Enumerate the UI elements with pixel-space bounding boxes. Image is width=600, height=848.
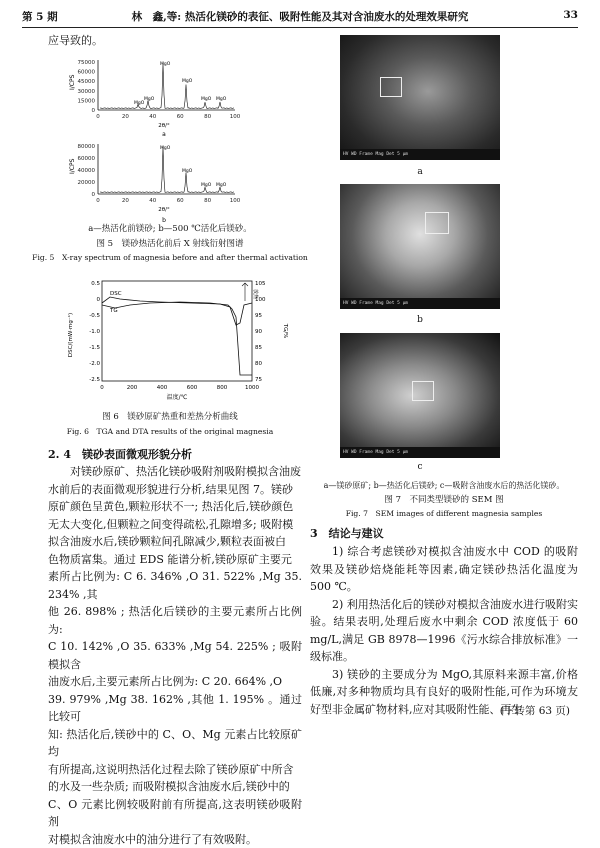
fig5-caption-en: Fig. 5 X-ray spectrum of magnesia before and after thermal activation: [20, 252, 320, 263]
body-line: 的水及一些杂质; 而吸附模拟含油废水后,镁砂中的: [48, 778, 302, 796]
tick-label: 80: [204, 114, 211, 120]
sem-databar: HV WD Frame Mag Det 5 μm: [340, 298, 500, 309]
tick-label: -1.5: [89, 345, 100, 351]
exo-arrow-icon: [242, 283, 248, 301]
section-3-heading: 3 结论与建议: [310, 525, 384, 541]
xrd-chart: [60, 52, 290, 227]
conclusion-1: 1) 综合考虑镁砂对模拟含油废水中 COD 的吸附效果及镁砂焙烧能耗等因素,确定镁砂热活化温度为 500 ℃。: [310, 543, 578, 596]
section-2-4-heading: 2. 4 镁砂表面微观形貌分析: [48, 446, 192, 462]
tick-label: -2.0: [89, 361, 100, 367]
fig7-caption-en: Fig. 7 SEM images of different magnesia samples: [310, 508, 578, 519]
tick-label: -0.5: [89, 313, 100, 319]
tick-label: 0.5: [91, 281, 100, 287]
fig6-caption-en: Fig. 6 TGA and DTA results of the original magnesia: [20, 426, 320, 437]
tick-label: 75: [255, 377, 262, 383]
tick-label: 85: [255, 345, 262, 351]
tga-dsc-chart: [60, 275, 300, 410]
tick-label: 20: [122, 114, 129, 120]
tick-label: 15000: [78, 98, 96, 104]
tick-label: 40000: [78, 168, 96, 174]
body-line: 色物质富集。通过 EDS 能谱分析,镁砂原矿主要元: [48, 551, 302, 569]
sem-image-c: [340, 333, 500, 458]
xrd-a-xlabel: 2θ/°: [158, 123, 170, 129]
tick-label: -2.5: [89, 377, 100, 383]
peak-label: MgO: [201, 96, 212, 102]
continued-note: (下转第 63 页): [500, 703, 570, 718]
xrd-panel-b: [69, 144, 241, 224]
tick-label: 60: [177, 114, 184, 120]
intro-line: 应导致的。: [48, 31, 103, 51]
xrd-b-xlabel: 2θ/°: [158, 207, 170, 213]
body-line: 知: 热活化后,镁砂中的 C、O、Mg 元素占比较原矿均: [48, 726, 302, 761]
tick-label: 30000: [78, 89, 96, 95]
tick-label: 45000: [78, 79, 96, 85]
fig6-caption-cn: 图 6 镁砂原矿热重和差热分析曲线: [20, 410, 320, 422]
tick-label: 100: [230, 198, 241, 204]
tg-ylabel: TG/%: [282, 323, 288, 339]
dsc-ylabel: DSC/(mW·mg⁻¹): [67, 313, 74, 357]
tick-label: 0: [96, 114, 100, 120]
dsc-label: DSC: [110, 291, 122, 297]
tick-label: 95: [255, 313, 262, 319]
peak-label: MgO: [134, 100, 145, 106]
tick-label: 60000: [78, 156, 96, 162]
tick-label: 80: [204, 198, 211, 204]
conclusion-2: 2) 利用热活化后的镁砂对模拟含油废水进行吸附实验。结果表明,处理后废水中剩余 COD 浓度低于 60 mg/L,满足 GB 8978—1996《污水综合排放标准》一级标准。: [310, 596, 578, 666]
body-line: 对模拟含油废水中的油分进行了有效吸附。: [48, 831, 302, 848]
exo-label: 放热: [252, 289, 259, 300]
conclusion-3: 3) 镁砂的主要成分为 MgO,其原料来源丰富,价格低廉,对多种物质均具有良好的吸附性能,可作为环境友好型非金属矿物材料,应对其吸附性能、再生: [310, 666, 578, 719]
section-2-4-body: [48, 463, 302, 848]
body-line: 无太大变化,但颗粒之间变得疏松,孔隙增多; 吸附模: [48, 516, 302, 534]
tick-label: 80: [255, 361, 262, 367]
tick-label: 60: [177, 198, 184, 204]
body-line: 有所提高,这说明热活化过程去除了镁砂原矿中所含: [48, 761, 302, 779]
tick-label: 20: [122, 198, 129, 204]
tick-label: 75000: [78, 60, 96, 66]
section-3-body: [310, 543, 578, 718]
tick-label: 20000: [78, 180, 96, 186]
peak-label: MgO: [182, 78, 193, 84]
peak-label: MgO: [160, 61, 171, 67]
tick-label: 200: [127, 385, 138, 391]
fig7-legend: a—镁砂原矿; b—热活化后镁砂; c—吸附含油废水后的热活化镁砂。: [310, 480, 578, 491]
peak-label: MgO: [182, 168, 193, 174]
sem-image-b: [340, 184, 500, 309]
tick-label: 1000: [245, 385, 259, 391]
peak-label: MgO: [144, 96, 155, 102]
sem-databar: HV WD Frame Mag Det 5 μm: [340, 149, 500, 160]
sem-image-a: [340, 35, 500, 160]
tick-label: 60000: [78, 70, 96, 76]
body-line: 他 26. 898% ; 热活化后镁砂的主要元素所占比例为:: [48, 603, 302, 638]
running-title: 林 鑫,等: 热活化镁砂的表征、吸附性能及其对含油废水的处理效果研究: [110, 9, 490, 24]
tick-label: 0: [92, 108, 96, 114]
xrd-b-sublabel: b: [162, 217, 166, 224]
tick-label: 80000: [78, 144, 96, 150]
page-number: 33: [563, 9, 578, 21]
tick-label: 0: [96, 198, 100, 204]
selection-box: [425, 212, 449, 234]
body-line: 油废水后,主要元素所占比例为: C 20. 664% ,O: [48, 673, 302, 691]
xrd-a-ylabel: I/CPS: [69, 74, 76, 90]
fig5-caption-cn: 图 5 镁砂热活化前后 X 射线衍射图谱: [20, 237, 320, 249]
body-line: C 10. 142% ,O 35. 633% ,Mg 54. 225% ; 吸附模拟含: [48, 638, 302, 673]
temp-xlabel: 温度/℃: [167, 393, 188, 401]
xrd-b-ylabel: I/CPS: [69, 158, 76, 174]
body-line: C、O 元素比例较吸附前有所提高,这表明镁砂吸附剂: [48, 796, 302, 831]
selection-box: [412, 381, 434, 401]
tick-label: 400: [157, 385, 168, 391]
tick-label: 0: [97, 297, 101, 303]
xrd-a-sublabel: a: [162, 131, 166, 138]
tick-label: 105: [255, 281, 266, 287]
sem-a-label: a: [410, 167, 430, 177]
peak-label: MgO: [160, 145, 171, 151]
body-line: 水前后的表面微观形貌进行分析,结果见图 7。镁砂: [48, 481, 302, 499]
peak-label: MgO: [201, 182, 212, 188]
peak-label: MgO: [216, 96, 227, 102]
tick-label: 0: [92, 192, 96, 198]
body-line: 素所占比例为: C 6. 346% ,O 31. 522% ,Mg 35. 234% ,其: [48, 568, 302, 603]
body-line: 对镁砂原矿、热活化镁砂吸附剂吸附模拟含油废: [48, 463, 302, 481]
xrd-panel-a: [69, 60, 241, 138]
body-line: 原矿颜色呈黄色,颗粒形状不一; 热活化后,镁砂颜色: [48, 498, 302, 516]
fig7-caption-cn: 图 7 不同类型镁砂的 SEM 图: [310, 493, 578, 505]
tg-label: TG: [109, 308, 118, 314]
tick-label: 100: [255, 297, 266, 303]
tick-label: -1.0: [89, 329, 100, 335]
tick-label: 600: [187, 385, 198, 391]
sem-c-label: c: [410, 462, 430, 472]
tick-label: 0: [100, 385, 104, 391]
fig5-legend: a—热活化前镁砂; b—500 ℃活化后镁砂。: [20, 222, 320, 234]
tick-label: 800: [217, 385, 228, 391]
body-line: 39. 979% ,Mg 38. 162% ,其他 1. 195% 。通过比较可: [48, 691, 302, 726]
figure-6: [60, 275, 300, 405]
body-line: 拟含油废水后,镁砂颗粒间孔隙减少,颗粒表面被白: [48, 533, 302, 551]
tick-label: 100: [230, 114, 241, 120]
issue-number: 第 5 期: [22, 9, 58, 24]
tick-label: 40: [149, 198, 156, 204]
selection-box: [380, 77, 402, 97]
tick-label: 90: [255, 329, 262, 335]
peak-label: MgO: [216, 182, 227, 188]
header-rule: [22, 27, 578, 28]
tick-label: 40: [149, 114, 156, 120]
sem-databar: HV WD Frame Mag Det 5 μm: [340, 447, 500, 458]
sem-b-label: b: [410, 315, 430, 325]
